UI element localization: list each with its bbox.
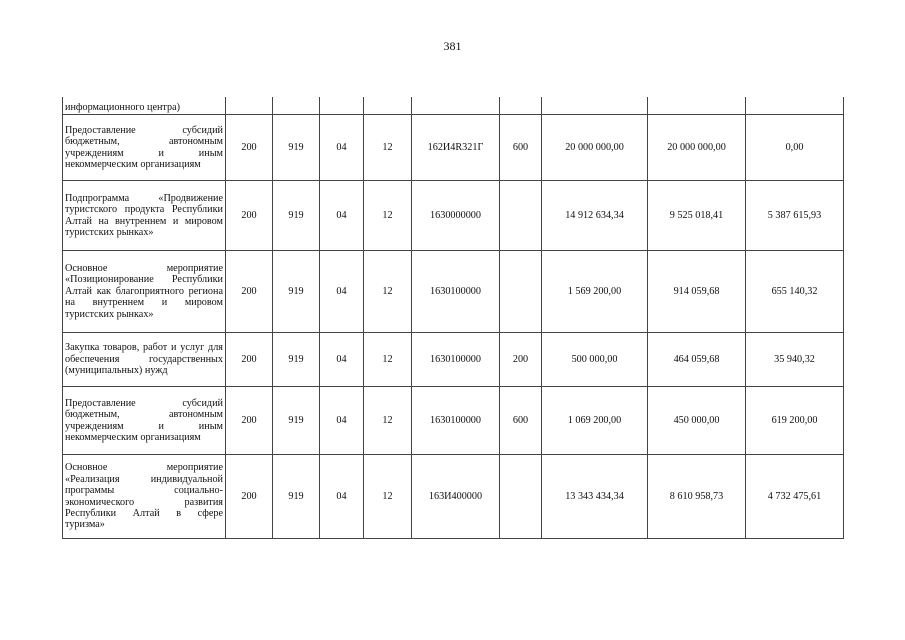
cell-col-2: 919 (273, 386, 320, 454)
table-row (63, 386, 844, 454)
cell-col-8: 914 059,68 (648, 250, 746, 332)
cell-col-5: 163И400000 (412, 454, 500, 538)
cell-col-6 (500, 180, 542, 250)
cell-col-9: 4 732 475,61 (746, 454, 844, 538)
cell-col-5: 1630100000 (412, 250, 500, 332)
row-name-cell: Основное мероприятие «Реализация индивидуальной программы социально-экономического развития Республики Алтай в сфере туризма» (63, 454, 226, 538)
page-number: 381 (443, 39, 462, 53)
cell-col-7: 1 069 200,00 (542, 386, 648, 454)
cell-col-4: 12 (364, 250, 412, 332)
cell-col-6: 200 (500, 332, 542, 386)
row-name-cell: Закупка товаров, работ и услуг для обеспечения государственных (муниципальных) нужд (63, 332, 226, 386)
row-name-cell: Основное мероприятие «Позиционирование Республики Алтай как благоприятного региона на внутреннем и мировом туристских рынках» (63, 250, 226, 332)
row-name-cell: Предоставление субсидий бюджетным, автономным учреждениям и иным некоммерческим организациям (63, 114, 226, 180)
cell-col-3: 04 (320, 114, 364, 180)
cell-col-7: 500 000,00 (542, 332, 648, 386)
cell-col-1: 200 (226, 250, 273, 332)
cell-col-2: 919 (273, 250, 320, 332)
cell-col-4 (364, 97, 412, 114)
cell-col-1: 200 (226, 114, 273, 180)
cell-col-7 (542, 97, 648, 114)
cell-col-2: 919 (273, 114, 320, 180)
table-row (63, 97, 844, 114)
cell-col-8 (648, 97, 746, 114)
cell-col-7: 14 912 634,34 (542, 180, 648, 250)
cell-col-8: 8 610 958,73 (648, 454, 746, 538)
cell-col-3: 04 (320, 180, 364, 250)
cell-col-9: 35 940,32 (746, 332, 844, 386)
cell-col-6: 600 (500, 114, 542, 180)
cell-col-2 (273, 97, 320, 114)
cell-col-4: 12 (364, 114, 412, 180)
row-name-cell: Подпрограмма «Продвижение туристского продукта Республики Алтай на внутреннем и мировом туристских рынках» (63, 180, 226, 250)
cell-col-4: 12 (364, 454, 412, 538)
cell-col-9: 655 140,32 (746, 250, 844, 332)
cell-col-1: 200 (226, 454, 273, 538)
table-row (63, 114, 844, 180)
cell-col-8: 20 000 000,00 (648, 114, 746, 180)
cell-col-6 (500, 454, 542, 538)
cell-col-2: 919 (273, 332, 320, 386)
cell-col-3: 04 (320, 454, 364, 538)
budget-table (62, 97, 844, 539)
row-name-cell: информационного центра) (63, 97, 226, 114)
cell-col-1: 200 (226, 386, 273, 454)
cell-col-7: 1 569 200,00 (542, 250, 648, 332)
cell-col-2: 919 (273, 454, 320, 538)
cell-col-5: 1630100000 (412, 332, 500, 386)
cell-col-5: 1630000000 (412, 180, 500, 250)
cell-col-4: 12 (364, 332, 412, 386)
cell-col-2: 919 (273, 180, 320, 250)
table-row (63, 454, 844, 538)
cell-col-4: 12 (364, 180, 412, 250)
cell-col-1: 200 (226, 332, 273, 386)
table-row (63, 180, 844, 250)
cell-col-4: 12 (364, 386, 412, 454)
cell-col-8: 450 000,00 (648, 386, 746, 454)
cell-col-3: 04 (320, 250, 364, 332)
cell-col-6 (500, 97, 542, 114)
cell-col-9: 619 200,00 (746, 386, 844, 454)
cell-col-8: 9 525 018,41 (648, 180, 746, 250)
cell-col-9: 0,00 (746, 114, 844, 180)
cell-col-3: 04 (320, 386, 364, 454)
cell-col-1 (226, 97, 273, 114)
cell-col-6 (500, 250, 542, 332)
table-row (63, 332, 844, 386)
cell-col-6: 600 (500, 386, 542, 454)
cell-col-8: 464 059,68 (648, 332, 746, 386)
row-name-cell: Предоставление субсидий бюджетным, автономным учреждениям и иным некоммерческим организациям (63, 386, 226, 454)
cell-col-9: 5 387 615,93 (746, 180, 844, 250)
cell-col-3: 04 (320, 332, 364, 386)
cell-col-5: 162И4R321Г (412, 114, 500, 180)
table-row (63, 250, 844, 332)
cell-col-9 (746, 97, 844, 114)
cell-col-3 (320, 97, 364, 114)
cell-col-1: 200 (226, 180, 273, 250)
cell-col-5 (412, 97, 500, 114)
cell-col-7: 13 343 434,34 (542, 454, 648, 538)
cell-col-5: 1630100000 (412, 386, 500, 454)
cell-col-7: 20 000 000,00 (542, 114, 648, 180)
